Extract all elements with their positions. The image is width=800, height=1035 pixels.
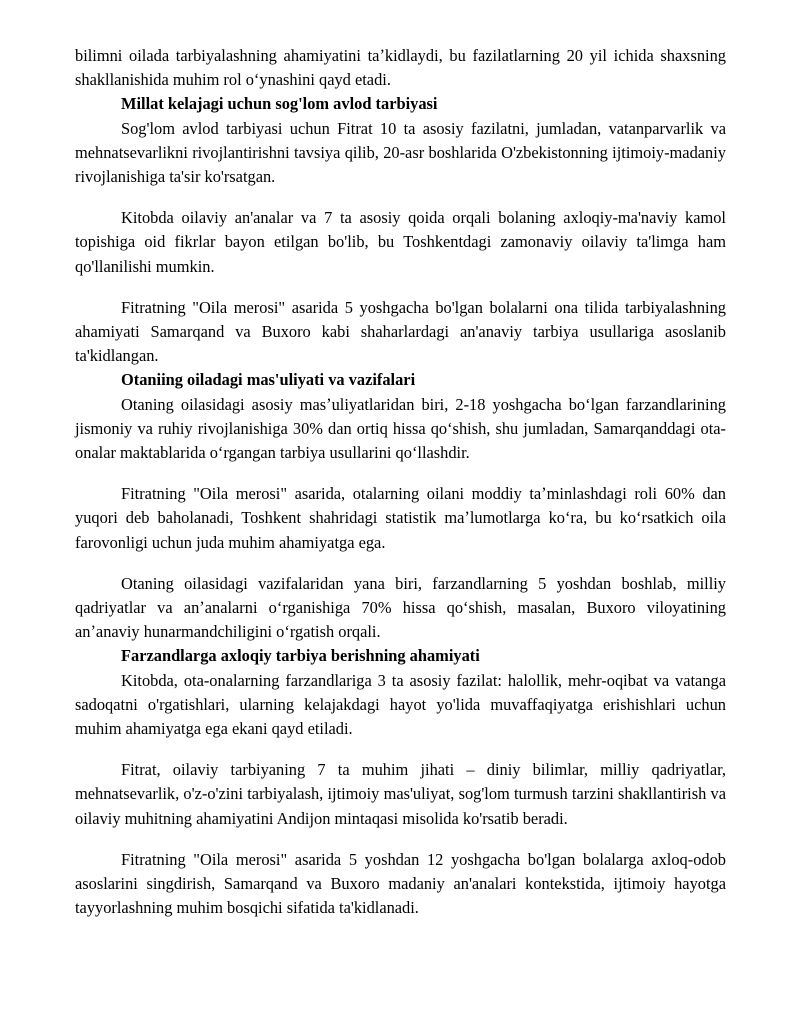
paragraph: Otaning oilasidagi asosiy masʼuliyatlaridan biri, 2-18 yoshgacha boʻlgan farzandlarining jismoniy va ruhiy rivojlanishiga 30% dan ortiq hissa qoʻshish, shu jumladan, Samarqanddagi ota-onalar maktablarida oʻrgangan tarbiya usullarini qoʻllashdir. <box>75 394 726 463</box>
paragraph: Fitratning "Oila merosi" asarida 5 yoshdan 12 yoshgacha bo'lgan bolalarga axloq-odob asoslarini singdirish, Samarqand va Buxoro madaniy an'analari kontekstida, ijtimoiy hayotga tayyorlashning muhim bosqichi sifatida ta'kidlanadi. <box>75 849 726 918</box>
paragraph: Kitobda, ota-onalarning farzandlariga 3 ta asosiy fazilat: halollik, mehr-oqibat va vatanga sadoqatni o'rgatishlari, ularning kelajakdagi hayot yo'lida muvaffaqiyatga erishishlari uchun muhim ahamiyatga ega ekani qayd etiladi. <box>75 670 726 739</box>
paragraph: Fitratning "Oila merosi" asarida, otalarning oilani moddiy taʼminlashdagi roli 60% dan yuqori deb baholanadi, Toshkent shahridagi statistik maʼlumotlarga koʻra, bu koʻrsatkich oila farovonligi uchun juda muhim ahamiyatga ega. <box>75 484 726 552</box>
section-heading-moral-education: Farzandlarga axloqiy tarbiya berishning ahamiyati <box>121 646 480 666</box>
paragraph: Otaning oilasidagi vazifalaridan yana biri, farzandlarning 5 yoshdan boshlab, milliy qadriyatlar va anʼanalarni oʻrganishiga 70% hissa qoʻshish, masalan, Buxoro viloyatining anʼanaviy hunarmandchiligini oʻrgatish orqali. <box>75 573 726 642</box>
paragraph: Kitobda oilaviy an'analar va 7 ta asosiy qoida orqali bolaning axloqiy-ma'naviy kamol topishiga oid fikrlar bayon etilgan bo'lib, bu Toshkentdagi zamonaviy oilaviy ta'limga ham qo'llanilishi mumkin. <box>75 208 726 276</box>
paragraph: Sog'lom avlod tarbiyasi uchun Fitrat 10 ta asosiy fazilatni, jumladan, vatanparvarlik va mehnatsevarlikni rivojlantirishni tavsiya qilib, 20-asr boshlarida O'zbekistonning ijtimoiy-madaniy rivojlanishiga ta'sir ko'rsatgan. <box>75 118 726 187</box>
intro-paragraph: bilimni oilada tarbiyalashning ahamiyatini taʼkidlaydi, bu fazilatlarning 20 yil ichida shaxsning shakllanishida muhim rol oʻynashini qayd etadi. <box>75 46 726 90</box>
paragraph: Fitratning "Oila merosi" asarida 5 yoshgacha bo'lgan bolalarni ona tilida tarbiyalashning ahamiyati Samarqand va Buxoro kabi shaharlardagi an'anaviy tarbiya usullariga asoslanib ta'kidlangan. <box>75 297 726 366</box>
paragraph: Fitrat, oilaviy tarbiyaning 7 ta muhim jihati – diniy bilimlar, milliy qadriyatlar, mehnatsevarlik, o'z-o'zini tarbiyalash, ijtimoiy mas'uliyat, sog'lom turmush tarzini shakllantirish va oilaviy muhitning ahamiyatini Andijon mintaqasi misolida ko'rsatib beradi. <box>75 760 726 828</box>
document-page <box>75 44 726 921</box>
section-heading-healthy-generation: Millat kelajagi uchun sog'lom avlod tarbiyasi <box>121 94 438 114</box>
section-heading-father-responsibilities: Otaniing oiladagi mas'uliyati va vazifalari <box>121 370 416 390</box>
